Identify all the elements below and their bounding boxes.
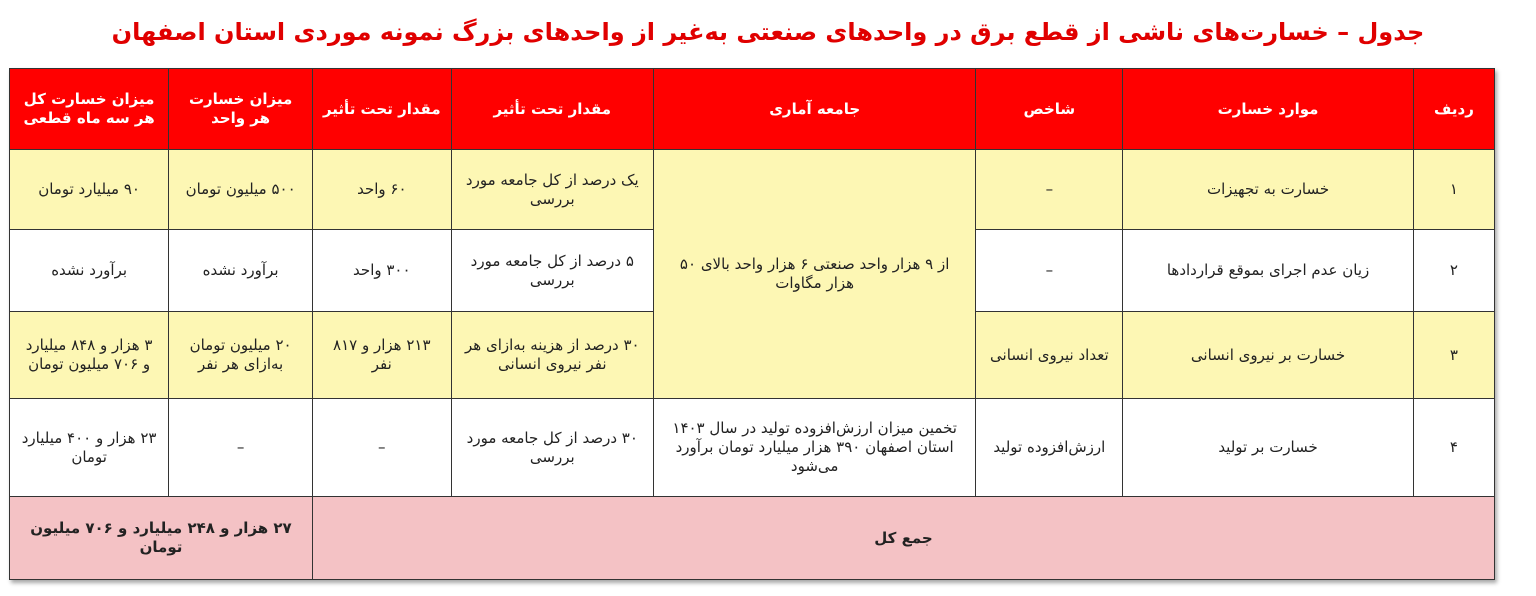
loss-item: خسارت به تجهیزات [1123, 150, 1414, 230]
loss-table [9, 68, 1495, 580]
table-row [10, 150, 1495, 230]
header-unit-loss: میزان خسارت هر واحد [169, 69, 313, 150]
loss-item: خسارت بر تولید [1123, 399, 1414, 497]
affected-pct: ۵ درصد از کل جامعه مورد بررسی [451, 230, 653, 312]
affected-pct: یک درصد از کل جامعه مورد بررسی [451, 150, 653, 230]
total-row [10, 497, 1495, 580]
header-total-loss: میزان خسارت کل هر سه ماه قطعی [10, 69, 169, 150]
header-affected-qty: مقدار تحت تأثیر [312, 69, 451, 150]
affected-qty: ۲۱۳ هزار و ۸۱۷ نفر [312, 312, 451, 399]
affected-pct: ۳۰ درصد از کل جامعه مورد بررسی [451, 399, 653, 497]
indicator: – [976, 150, 1123, 230]
indicator: – [976, 230, 1123, 312]
total-value: ۲۷ هزار و ۲۴۸ میلیارد و ۷۰۶ میلیون تومان [10, 497, 313, 580]
loss-item: خسارت بر نیروی انسانی [1123, 312, 1414, 399]
total-loss: ۳ هزار و ۸۴۸ میلیارد و ۷۰۶ میلیون تومان [10, 312, 169, 399]
affected-pct: ۳۰ درصد از هزینه به‌ازای هر نفر نیروی انسانی [451, 312, 653, 399]
affected-qty: – [312, 399, 451, 497]
stat-pop: تخمین میزان ارزش‌افزوده تولید در سال ۱۴۰۳ استان اصفهان ۳۹۰ هزار میلیارد تومان برآورد می‌شود [653, 399, 975, 497]
unit-loss: برآورد نشده [169, 230, 313, 312]
unit-loss: ۵۰۰ میلیون تومان [169, 150, 313, 230]
unit-loss: – [169, 399, 313, 497]
table-title: جدول – خسارت‌های ناشی از قطع برق در واحدهای صنعتی به‌غیر از واحدهای بزرگ نمونه موردی استان اصفهان [111, 18, 1425, 46]
table-row [10, 399, 1495, 497]
row-no: ۳ [1413, 312, 1494, 399]
row-no: ۲ [1413, 230, 1494, 312]
header-affected-pct: مقدار تحت تأثیر [451, 69, 653, 150]
row-no: ۱ [1413, 150, 1494, 230]
total-label: جمع کل [312, 497, 1494, 580]
header-stat-pop: جامعه آماری [653, 69, 975, 150]
row-no: ۴ [1413, 399, 1494, 497]
header-row [10, 69, 1495, 150]
header-loss-item: موارد خسارت [1123, 69, 1414, 150]
total-loss: ۲۳ هزار و ۴۰۰ میلیارد تومان [10, 399, 169, 497]
header-row-no: ردیف [1413, 69, 1494, 150]
loss-item: زیان عدم اجرای بموقع قراردادها [1123, 230, 1414, 312]
total-loss: ۹۰ میلیارد تومان [10, 150, 169, 230]
header-indicator: شاخص [976, 69, 1123, 150]
unit-loss: ۲۰ میلیون تومان به‌ازای هر نفر [169, 312, 313, 399]
affected-qty: ۳۰۰ واحد [312, 230, 451, 312]
total-loss: برآورد نشده [10, 230, 169, 312]
indicator: ارزش‌افزوده تولید [976, 399, 1123, 497]
affected-qty: ۶۰ واحد [312, 150, 451, 230]
indicator: تعداد نیروی انسانی [976, 312, 1123, 399]
stat-population-shared: از ۹ هزار واحد صنعتی ۶ هزار واحد بالای ۵۰ هزار مگاوات [653, 150, 975, 399]
